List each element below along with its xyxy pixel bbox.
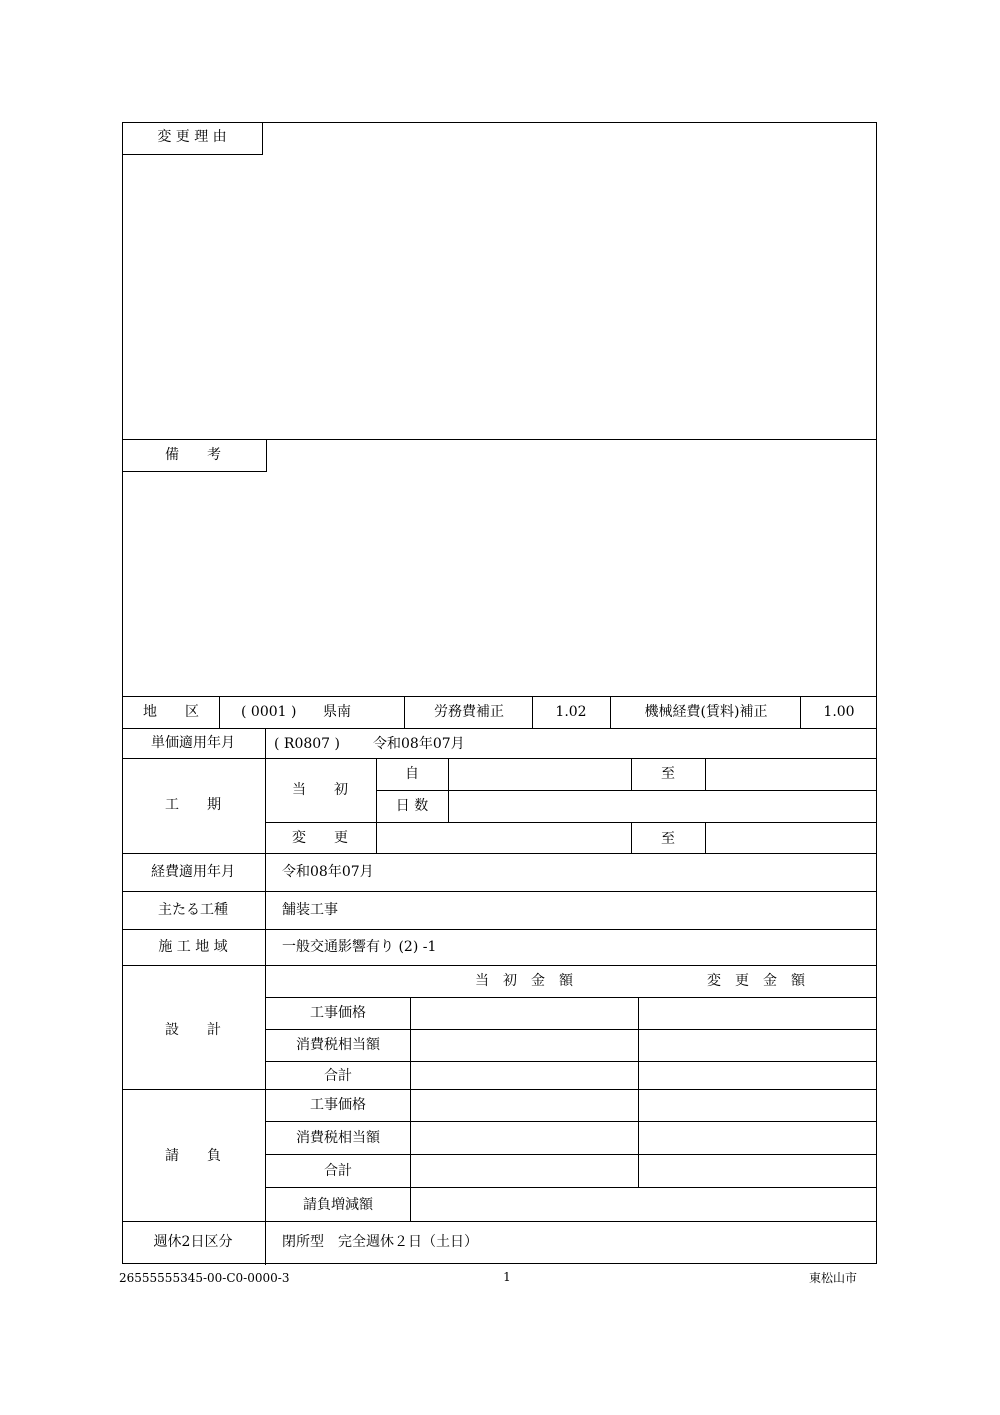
unit-price-label: 単価適用年月 xyxy=(151,735,235,751)
district-label: 地 区 xyxy=(143,704,199,720)
area-label: 施 工 地 域 xyxy=(158,939,228,955)
row-line-contract-tax xyxy=(265,1121,877,1122)
machine-correction-label: 機械経費(賃料)補正 xyxy=(644,704,768,720)
row-line-area-top xyxy=(122,929,877,930)
contract-total-change-cell[interactable] xyxy=(640,1156,875,1186)
period-days-label: 日 数 xyxy=(395,798,429,814)
design-price-change-cell[interactable] xyxy=(640,999,875,1028)
period-to-label: 至 xyxy=(661,766,675,782)
period-change-to-value[interactable] xyxy=(707,824,875,852)
weekly-label: 週休2日区分 xyxy=(153,1234,233,1250)
expense-label: 経費適用年月 xyxy=(151,864,235,880)
contract-price-initial-cell[interactable] xyxy=(412,1091,637,1120)
row-line-period-top xyxy=(122,758,877,759)
row-line-contract-total xyxy=(265,1154,877,1155)
contract-change-label: 請負増減額 xyxy=(303,1197,373,1213)
footer-page-number: 1 xyxy=(503,1270,511,1284)
remarks-label-box-right xyxy=(266,439,267,472)
col-line-period-to-label-right xyxy=(705,758,706,791)
col-line-info-label xyxy=(265,853,266,966)
row-line-period-change xyxy=(265,822,877,823)
col-line-change-to-label-right xyxy=(705,822,706,854)
col-line-amount-initial-change xyxy=(638,997,639,1188)
col-line-labor-value xyxy=(610,696,611,729)
period-label: 工 期 xyxy=(165,797,221,813)
row-line-period-days xyxy=(376,790,877,791)
col-line-unit-price-label xyxy=(265,728,266,759)
period-from-label: 自 xyxy=(405,766,419,782)
unit-price-value: 令和08年07月 xyxy=(373,736,465,752)
work-type-value: 舗装工事 xyxy=(282,902,338,918)
contract-change-amount-cell[interactable] xyxy=(412,1189,875,1220)
period-change-to-label: 至 xyxy=(661,831,675,847)
expense-value: 令和08年07月 xyxy=(282,864,374,880)
row-line-design-total xyxy=(265,1061,877,1062)
remarks-label: 備 考 xyxy=(165,447,221,463)
col-line-period-label xyxy=(265,758,266,854)
col-line-machine-label xyxy=(800,696,801,729)
reason-label-box-right xyxy=(262,122,263,155)
col-line-district-name xyxy=(404,696,405,729)
reason-section-divider xyxy=(122,439,877,440)
row-line-weekly-top xyxy=(122,1221,877,1222)
col-line-amount-row-label xyxy=(410,997,411,1222)
contract-label: 請 負 xyxy=(165,1148,221,1164)
reason-text-area[interactable] xyxy=(124,156,875,438)
col-line-labor-label xyxy=(532,696,533,729)
remarks-label-box-bottom xyxy=(122,471,267,472)
col-line-district-label xyxy=(219,696,220,729)
row-line-unit-price-top xyxy=(122,728,877,729)
change-amount-header: 変 更 金 額 xyxy=(707,973,805,989)
design-price-label: 工事価格 xyxy=(310,1005,366,1021)
district-name: 県南 xyxy=(323,704,351,720)
area-value: 一般交通影響有り (2) -1 xyxy=(282,939,437,955)
period-days-value[interactable] xyxy=(450,792,875,821)
footer-doc-id: 26555555345-00-C0-0000-3 xyxy=(119,1271,290,1285)
period-initial-label: 当 初 xyxy=(292,782,348,798)
col-line-period-from-value xyxy=(448,758,449,823)
reason-label: 変 更 理 由 xyxy=(157,129,227,145)
contract-total-label: 合計 xyxy=(324,1163,352,1179)
labor-correction-value: 1.02 xyxy=(555,704,587,720)
contract-tax-change-cell[interactable] xyxy=(640,1123,875,1153)
design-total-label: 合計 xyxy=(324,1068,352,1084)
machine-correction-value: 1.00 xyxy=(823,704,855,720)
unit-price-code: ( R0807 ) xyxy=(274,736,340,752)
remarks-text-area[interactable] xyxy=(124,473,875,695)
reason-label-box-bottom xyxy=(122,154,263,155)
district-code: ( 0001 ) xyxy=(241,704,297,720)
col-line-amount-group-label xyxy=(265,965,266,1265)
footer-city: 東松山市 xyxy=(809,1271,858,1285)
period-from-value[interactable] xyxy=(450,760,630,789)
row-line-design-price xyxy=(265,997,877,998)
row-line-contract-top xyxy=(122,1089,877,1090)
col-line-change-to-label-left xyxy=(631,822,632,854)
design-tax-change-cell[interactable] xyxy=(640,1031,875,1060)
col-line-period-to-label-left xyxy=(631,758,632,791)
period-to-value[interactable] xyxy=(707,760,875,789)
row-line-expense-top xyxy=(122,853,877,854)
row-line-work-type-top xyxy=(122,891,877,892)
design-total-initial-cell[interactable] xyxy=(412,1063,637,1088)
row-line-contract-change xyxy=(265,1187,877,1188)
design-price-initial-cell[interactable] xyxy=(412,999,637,1028)
labor-correction-label: 労務費補正 xyxy=(434,704,504,720)
period-change-label: 変 更 xyxy=(292,830,348,846)
period-change-value[interactable] xyxy=(378,824,630,852)
col-line-period-sublabel xyxy=(376,758,377,854)
row-line-district-top xyxy=(122,696,877,697)
weekly-value: 閉所型 完全週休２日（土日） xyxy=(282,1234,478,1250)
initial-amount-header: 当 初 金 額 xyxy=(475,973,573,989)
design-total-change-cell[interactable] xyxy=(640,1063,875,1088)
design-tax-initial-cell[interactable] xyxy=(412,1031,637,1060)
contract-tax-label: 消費税相当額 xyxy=(296,1130,380,1146)
design-label: 設 計 xyxy=(165,1022,221,1038)
design-tax-label: 消費税相当額 xyxy=(296,1037,380,1053)
contract-price-label: 工事価格 xyxy=(310,1097,366,1113)
work-type-label: 主たる工種 xyxy=(158,902,228,918)
row-line-design-tax xyxy=(265,1029,877,1030)
contract-total-initial-cell[interactable] xyxy=(412,1156,637,1186)
row-line-design-top xyxy=(122,965,877,966)
contract-price-change-cell[interactable] xyxy=(640,1091,875,1120)
contract-tax-initial-cell[interactable] xyxy=(412,1123,637,1153)
